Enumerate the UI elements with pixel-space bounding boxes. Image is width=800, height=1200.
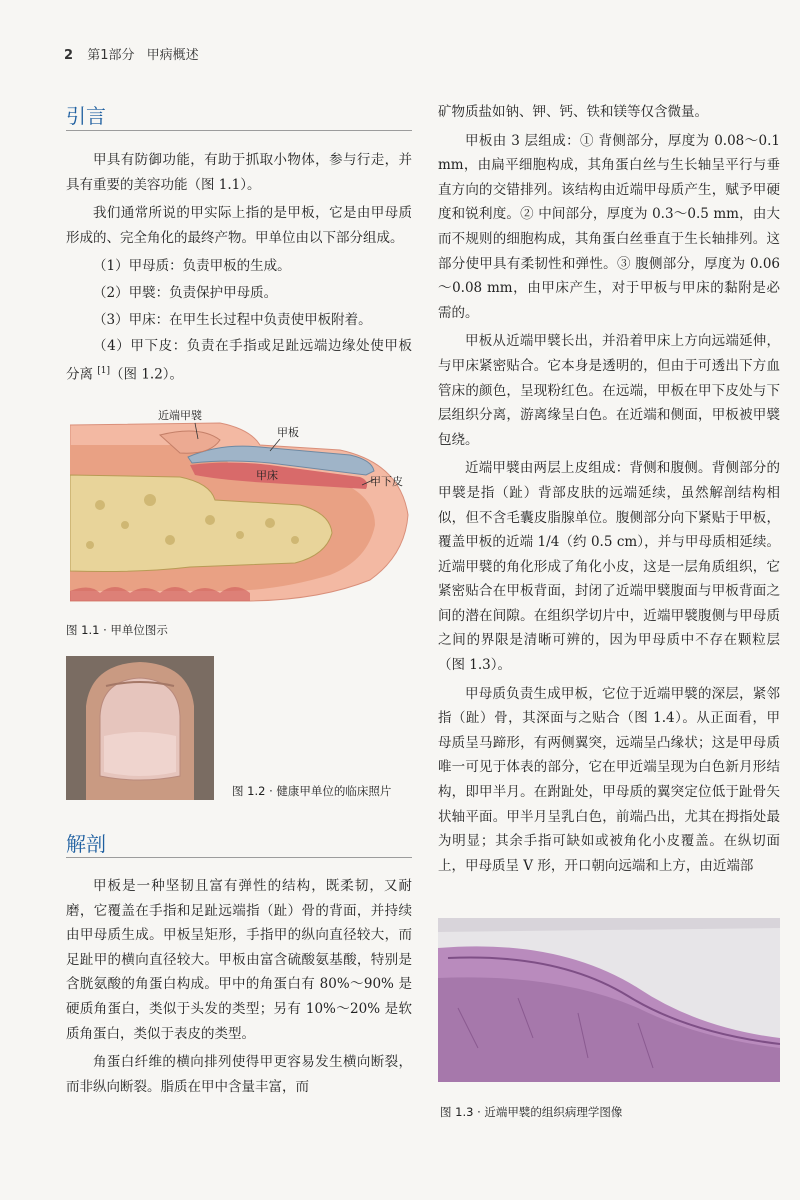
figure-1-3-caption: 图 1.3 · 近端甲襞的组织病理学图像 <box>440 1105 623 1119</box>
right-paragraph-3: 近端甲襞由两层上皮组成：背侧和腹侧。背侧部分的甲襞是指（趾）背部皮肤的远端延续，虽然解剖结构相似，但不含毛囊皮脂腺单位。腹侧部分向下紧贴于甲板，覆盖甲板的近端 1/4（约 0.5 cm），并与甲母质相延续。近端甲襞的角化形成了角化小皮，这是一层角质组织，它紧密贴合在甲板背面，封闭了近端甲襞腹面与甲板背面之间的潜在间隙。在组织学切片中，近端甲襞腹侧与甲母质之间的界限是清晰可辨的，因为甲母质中不存在颗粒层（图 1.3）。 <box>438 460 780 674</box>
part-label: 第1部分 <box>87 48 135 63</box>
right-paragraph-4: 甲母质负责生成甲板，它位于近端甲襞的深层，紧邻指（趾）骨，其深面与之贴合（图 1.4）。从正面看，甲母质呈马蹄形，有两侧翼突，远端呈凸缘状；这是甲母质唯一可见于体表的部分，它在甲近端呈现为白色新月形结构，即甲半月。在跗趾处，甲母质的翼突定位低于趾骨矢状轴平面。甲半月呈乳白色，前端凸出，尤其在拇指处最为明显；其余手指可缺如或被角化小皮覆盖。在纵切面上，甲母质呈 V 形，开口朝向远端和上方，由近端部 <box>438 685 780 874</box>
label-nail-bed: 甲床 <box>256 469 278 482</box>
intro-list-item-4 <box>66 334 412 387</box>
anatomy-paragraph-1: 甲板是一种坚韧且富有弹性的结构，既柔韧，又耐磨，它覆盖在手指和足趾远端指（趾）骨的背面，并持续由甲母质生成。甲板呈矩形，手指甲的纵向直径较大，而足趾甲的横向直径较大。甲板由富含硫酸氨基酸，特别是含胱氨酸的角蛋白构成。甲中的角蛋白有 80%～90% 是硬质角蛋白，类似于头发的类型；另有 10%～20% 是软质角蛋白，类似于表皮的类型。 <box>66 878 412 1042</box>
citation-ref: [1] <box>97 365 111 376</box>
anatomy-heading: 解剖 <box>66 832 106 856</box>
right-column-text <box>438 100 780 882</box>
running-header <box>64 44 199 63</box>
intro-text <box>66 148 412 389</box>
right-paragraph-0: 矿物质盐如钠、钾、钙、铁和镁等仅含微量。 <box>438 104 708 120</box>
intro-list-item-4-tail: （图 1.2）。 <box>110 366 184 383</box>
nail-unit-diagram <box>70 405 412 605</box>
figure-1-2-caption: 图 1.2 · 健康甲单位的临床照片 <box>232 784 392 798</box>
intro-paragraph-1: 甲具有防御功能，有助于抓取小物体，参与行走，并具有重要的美容功能（图 1.1）。 <box>66 152 412 193</box>
intro-list-item-1: （1）甲母质：负责甲板的生成。 <box>93 258 291 275</box>
figure-1-1-caption: 图 1.1 · 甲单位图示 <box>66 623 168 637</box>
label-hyponychium: 甲下皮 <box>370 475 403 488</box>
page-number: 2 <box>64 48 74 63</box>
intro-paragraph-2: 我们通常所说的甲实际上指的是甲板，它是由甲母质形成的、完全角化的最终产物。甲单位由以下部分组成。 <box>66 205 412 246</box>
intro-heading-rule <box>66 130 412 131</box>
intro-list-item-3: （3）甲床：在甲生长过程中负责使甲板附着。 <box>93 311 372 328</box>
part-title: 甲病概述 <box>146 48 199 63</box>
histopathology-image <box>438 918 780 1082</box>
intro-heading: 引言 <box>66 104 106 128</box>
label-nail-plate: 甲板 <box>277 426 299 439</box>
clinical-nail-photo <box>66 656 214 800</box>
anatomy-text <box>66 874 412 1103</box>
right-paragraph-1: 甲板由 3 层组成：① 背侧部分，厚度为 0.08～0.1 mm，由扁平细胞构成，其角蛋白丝与生长轴呈平行与垂直方向的交错排列。该结构由近端甲母质产生，赋予甲硬度和锐利度。② 中间部分，厚度为 0.3～0.5 mm，由大而不规则的细胞构成，其角蛋白丝垂直于生长轴排列。这部分使甲具有柔韧性和弹性。③ 腹侧部分，厚度为 0.06～0.08 mm，由甲床产生，对于甲板与甲床的黏附是必需的。 <box>438 132 780 321</box>
intro-list-item-4-text: （4）甲下皮：负责在手指或足趾远端边缘处使甲板分离 <box>66 338 412 383</box>
right-paragraph-2: 甲板从近端甲襞长出，并沿着甲床上方向远端延伸，与甲床紧密贴合。它本身是透明的，但由于可透出下方血管床的颜色，呈现粉红色。在远端，甲板在甲下皮处与下层组织分离，游离缘呈白色。在近端和侧面，甲板被甲襞包绕。 <box>438 333 780 448</box>
intro-list-item-2: （2）甲襞：负责保护甲母质。 <box>93 284 278 301</box>
anatomy-paragraph-2: 角蛋白纤维的横向排列使得甲更容易发生横向断裂，而非纵向断裂。脂质在甲中含量丰富，而 <box>66 1054 412 1095</box>
anatomy-heading-rule <box>66 857 412 858</box>
label-proximal-nail-fold: 近端甲襞 <box>158 409 202 422</box>
